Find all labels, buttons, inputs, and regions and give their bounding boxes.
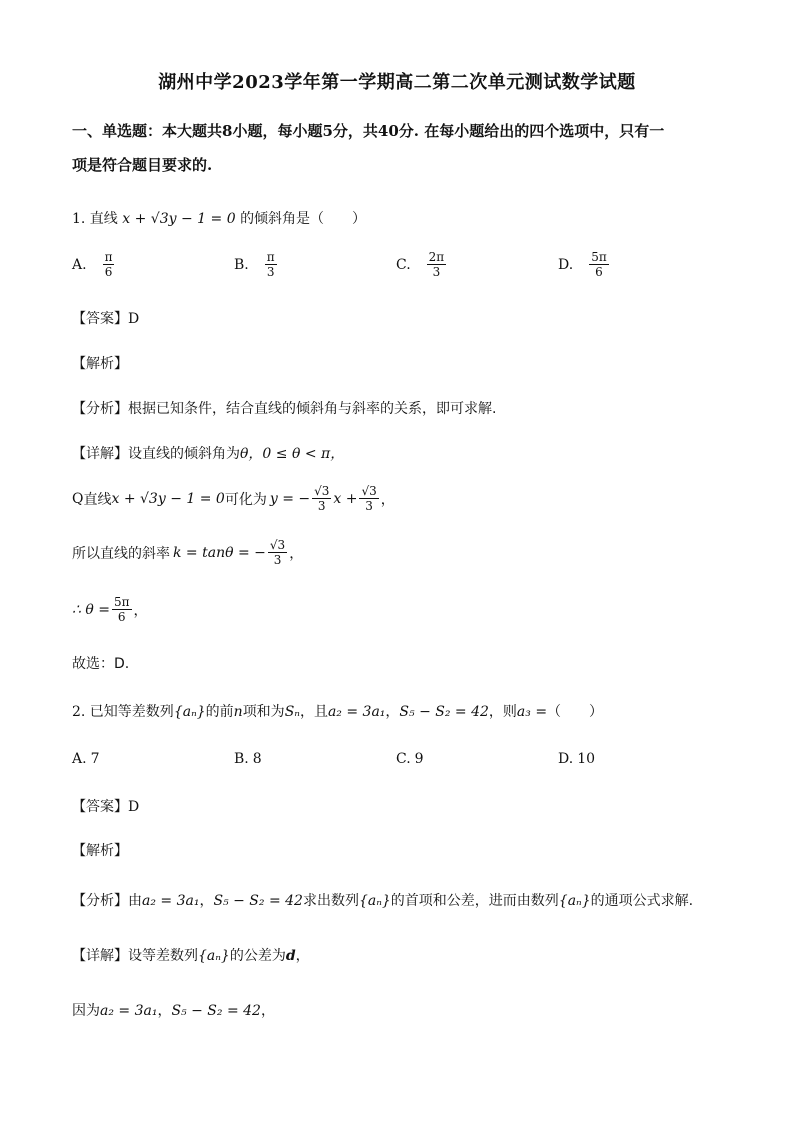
fraction [359, 484, 378, 513]
fenxi-text: 的通项公式求解. [590, 893, 694, 909]
option-label: D. [558, 256, 574, 273]
fraction-numerator: 2π [428, 250, 445, 264]
question-2-analysis-tag: 【解析】 [72, 843, 128, 859]
section-heading-line-1: 一、单选题：本大题共8小题，每小题5分，共40分. 在每小题给出的四个选项中，只有一 [72, 122, 665, 140]
question-1-option-a [72, 250, 116, 279]
sequence: {aₙ} [198, 948, 230, 964]
option-label: B. [234, 256, 249, 273]
sequence: {aₙ} [173, 704, 206, 720]
fraction-numerator: √3 [314, 484, 330, 498]
fenxi-text: 求出数列 [302, 893, 359, 909]
question-1-stem [72, 208, 366, 228]
fraction-denominator: 3 [273, 553, 282, 567]
sequence: {aₙ} [558, 893, 591, 909]
target-a3: a₃ = [516, 704, 548, 720]
stem-text: 项和为 [242, 704, 285, 720]
fraction-denominator: 3 [266, 265, 275, 279]
separator: ， [199, 893, 214, 909]
fenxi-text: 的首项和公差，进而由数列 [390, 893, 559, 909]
condition-2: S₅ − S₂ = 42 [213, 893, 303, 909]
question-2-option-a [72, 751, 99, 767]
option-label: A. [72, 256, 87, 273]
detail-text: 设直线的倾斜角为 [128, 446, 240, 462]
fraction-numerator: π [266, 250, 275, 264]
question-1-equation: x + √3y − 1 = 0 [122, 211, 236, 227]
question-1-stem-tail: 的倾斜角是（ ） [240, 211, 367, 227]
fraction-denominator: 6 [104, 265, 113, 279]
question-1-detail-4 [72, 595, 148, 624]
option-fraction [265, 250, 277, 279]
fraction [112, 595, 132, 624]
page-title: 湖州中学2023学年第一学期高二第二次单元测试数学试题 [158, 72, 636, 93]
detail-text: 所以直线的斜率 [72, 545, 170, 562]
question-1-detail-2 [72, 484, 395, 513]
detail-end: ， [380, 491, 395, 508]
question-2-fenxi [72, 890, 693, 910]
condition-2: S₅ − S₂ = 42 [399, 704, 489, 720]
option-value: 8 [252, 751, 262, 767]
fraction-denominator: 6 [595, 265, 603, 279]
variable-d: d [285, 948, 296, 964]
sequence: {aₙ} [358, 893, 391, 909]
stem-text: ，且 [299, 704, 328, 720]
answer-tag: 【答案】 [72, 799, 128, 815]
question-1-conclusion: 故选：D. [72, 656, 130, 672]
question-1-detail-1 [72, 443, 344, 463]
fenxi-tag: 【分析】 [72, 401, 128, 417]
question-1-option-d [558, 250, 611, 279]
detail-tag: 【详解】 [72, 446, 128, 462]
detail-math: k = tanθ = − [173, 544, 266, 561]
detail-y: y = − [269, 490, 311, 507]
option-fraction [103, 250, 115, 279]
detail-end: ， [260, 1003, 275, 1019]
answer-value: D [128, 799, 140, 815]
question-2-detail-2 [72, 1000, 275, 1020]
stem-text: 2. 已知等差数列 [72, 704, 174, 720]
question-1-number: 1. 直线 [72, 211, 118, 227]
detail-end: ， [295, 948, 310, 964]
option-fraction [589, 250, 609, 279]
question-2-answer [72, 796, 139, 816]
fraction-numerator: √3 [361, 484, 377, 498]
fraction-denominator: 3 [432, 265, 441, 279]
option-value: 7 [90, 751, 100, 767]
question-1-option-c [396, 250, 448, 279]
question-2-stem [72, 701, 603, 721]
sum-sn: Sₙ [284, 704, 300, 720]
detail-text: 设等差数列 [128, 948, 198, 964]
fraction-denominator: 6 [117, 610, 126, 624]
fraction-numerator: π [104, 250, 113, 264]
detail-end: ， [289, 545, 304, 562]
question-2-detail-1 [72, 945, 310, 965]
question-1-fenxi [72, 398, 496, 418]
fenxi-tag: 【分析】 [72, 893, 128, 909]
option-fraction [427, 250, 447, 279]
option-label: C. [396, 751, 411, 767]
detail-equation: x + √3y − 1 = 0 [111, 490, 225, 507]
fraction [268, 538, 287, 567]
detail-math: θ，0 ≤ θ < π， [240, 446, 345, 462]
because-symbol: Q [72, 490, 84, 507]
separator: ， [385, 704, 400, 720]
fraction-denominator: 3 [317, 499, 326, 513]
fraction-numerator: 5π [591, 250, 607, 264]
condition-1: a₂ = 3a₁ [142, 893, 200, 909]
question-2-option-b [234, 751, 262, 767]
detail-math: ∴ θ = [72, 601, 110, 618]
detail-text: 的公差为 [229, 948, 286, 964]
fraction [312, 484, 331, 513]
answer-value: D [128, 311, 140, 327]
detail-text: 因为 [72, 1003, 100, 1019]
detail-tag: 【详解】 [72, 948, 128, 964]
question-2-option-d [558, 751, 595, 767]
separator: ， [157, 1003, 172, 1019]
detail-text: 可化为 [224, 491, 267, 508]
answer-blank: （ ） [547, 704, 604, 720]
option-value: 10 [577, 751, 596, 767]
option-label: A. [72, 751, 87, 767]
condition-2: S₅ − S₂ = 42 [171, 1003, 261, 1019]
condition-1: a₂ = 3a₁ [100, 1003, 158, 1019]
fraction-numerator: 5π [113, 595, 130, 609]
condition-1: a₂ = 3a₁ [327, 704, 386, 720]
question-1-answer [72, 308, 139, 328]
variable-n: n [233, 704, 243, 720]
option-value: 9 [414, 751, 424, 767]
section-heading-line-2: 项是符合题目要求的. [72, 156, 213, 174]
fenxi-text: 根据已知条件，结合直线的倾斜角与斜率的关系，即可求解. [128, 401, 497, 417]
option-label: D. [558, 751, 574, 767]
question-1-detail-3 [72, 538, 303, 567]
detail-end: ， [133, 602, 148, 619]
stem-text: ，则 [488, 704, 517, 720]
fenxi-text: 由 [128, 893, 142, 909]
fraction-numerator: √3 [269, 538, 286, 552]
option-label: C. [396, 256, 411, 273]
question-2-option-c [396, 751, 424, 767]
detail-mid: x + [333, 490, 358, 507]
question-1-analysis-tag: 【解析】 [72, 356, 128, 372]
option-label: B. [234, 751, 249, 767]
detail-text: 直线 [83, 491, 112, 508]
stem-text: 的前 [205, 704, 234, 720]
fraction-denominator: 3 [365, 499, 373, 513]
question-1-option-b [234, 250, 279, 279]
answer-tag: 【答案】 [72, 311, 128, 327]
